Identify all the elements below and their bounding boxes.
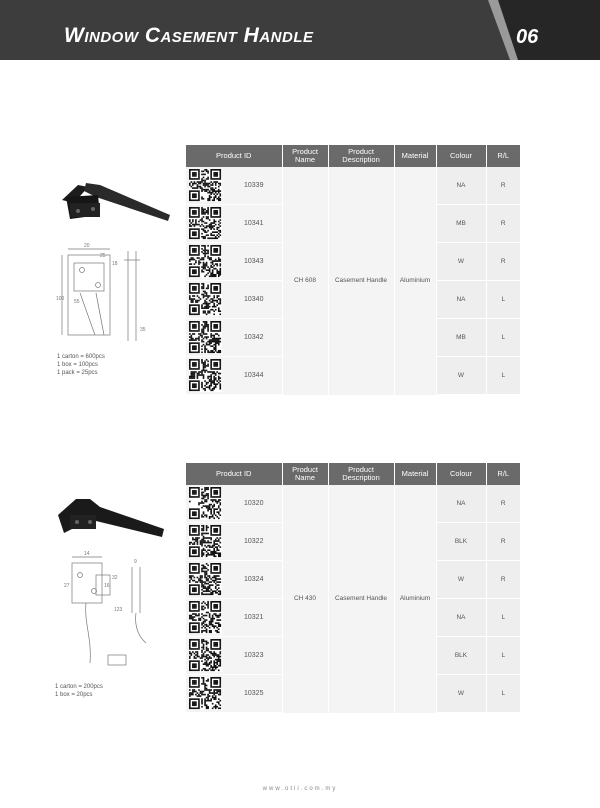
page-title: Window Casement Handle [64,24,314,47]
packing-line: 1 box = 100pcs [57,362,98,368]
qr-code-icon [189,639,222,672]
technical-drawing [62,249,140,341]
product-id-cell [186,523,282,561]
handle-photo [58,499,164,537]
header-product-id: Product ID [186,145,282,167]
product-id-cell [186,281,282,319]
product-table [186,145,520,395]
header-text: Name [294,473,315,482]
qr-code-icon [189,245,222,278]
table-row [186,485,520,523]
rl-cell: L [486,637,520,675]
rl-cell: R [486,243,520,281]
qr-code-icon [189,359,222,392]
footer-url: www.otii.com.my [262,786,338,792]
colour-cell: BLK [436,637,486,675]
product-id-cell [186,243,282,281]
header-text: Description [342,473,380,482]
qr-code-icon [189,169,222,202]
product-id-cell [186,319,282,357]
rl-cell: R [486,485,520,523]
dim-label: 16 [104,583,110,589]
product-name-cell: CH 430 [282,485,328,713]
product-id-cell [186,637,282,675]
dim-label: 18 [112,261,118,267]
dim-label: 9 [134,559,137,565]
product-id-cell [186,485,282,523]
product-table [186,463,520,713]
rl-cell: L [486,319,520,357]
product-id-cell [186,599,282,637]
header-product-description [328,145,394,167]
colour-cell: NA [436,281,486,319]
product-description-cell: Casement Handle [328,485,394,713]
colour-cell: NA [436,485,486,523]
rl-cell: L [486,599,520,637]
colour-cell: W [436,561,486,599]
packing-info [55,683,103,699]
product-id-cell [186,561,282,599]
header-product-name [282,463,328,485]
product-id-cell [186,675,282,713]
header-material: Material [394,145,436,167]
colour-cell: BLK [436,523,486,561]
header-rl: R/L [486,145,520,167]
dim-label: 123 [114,607,123,613]
product-id-cell [186,357,282,395]
technical-drawing [72,557,146,665]
product-name-cell: CH 608 [282,167,328,395]
header-product-name [282,145,328,167]
rl-cell: R [486,561,520,599]
product-id: 10320 [244,500,264,507]
dim-label: 25 [100,253,106,259]
product-id: 10343 [244,258,264,265]
product-id: 10339 [244,182,264,189]
packing-info [57,353,105,377]
colour-cell: MB [436,205,486,243]
packing-line: 1 box = 20pcs [55,692,93,698]
product-id-cell [186,205,282,243]
rl-cell: L [486,281,520,319]
qr-code-icon [189,563,222,596]
dim-label: 14 [84,551,90,557]
dim-label: 32 [112,575,118,581]
header-material: Material [394,463,436,485]
material-cell: Aluminium [394,167,436,395]
dim-label: 35 [140,327,146,333]
rl-cell: R [486,523,520,561]
colour-cell: W [436,357,486,395]
product-id: 10341 [244,220,264,227]
colour-cell: MB [436,319,486,357]
header-colour: Colour [436,145,486,167]
product-id: 10321 [244,614,264,621]
header-text: Description [342,155,380,164]
product-id: 10344 [244,372,264,379]
table-row [186,167,520,205]
colour-cell: NA [436,599,486,637]
dim-label: 100 [56,296,65,302]
qr-code-icon [189,601,222,634]
rl-cell: R [486,205,520,243]
page-number: 06 [516,26,539,48]
qr-code-icon [189,321,222,354]
qr-code-icon [189,283,222,316]
page-number-tab [488,0,600,60]
header-text: Product [348,147,374,156]
header-text: Name [294,155,315,164]
header-colour: Colour [436,463,486,485]
qr-code-icon [189,487,222,520]
product-id: 10342 [244,334,264,341]
material-cell: Aluminium [394,485,436,713]
rl-cell: L [486,357,520,395]
qr-code-icon [189,677,222,710]
packing-line: 1 carton = 600pcs [57,354,105,360]
product-id: 10324 [244,576,264,583]
product-id: 10323 [244,652,264,659]
packing-line: 1 carton = 200pcs [55,684,103,690]
dim-label: 27 [64,583,70,589]
header-text: Product [292,465,318,474]
header-product-description [328,463,394,485]
header-product-id: Product ID [186,463,282,485]
handle-photo [62,183,170,221]
product-id-cell [186,167,282,205]
dim-label: 55 [74,299,80,305]
rl-cell: L [486,675,520,713]
dim-label: 20 [84,243,90,249]
product-id: 10325 [244,690,264,697]
colour-cell: W [436,675,486,713]
colour-cell: NA [436,167,486,205]
header-text: Product [292,147,318,156]
qr-code-icon [189,525,222,558]
page-header [0,0,600,60]
qr-code-icon [189,207,222,240]
packing-line: 1 pack = 25pcs [57,370,98,376]
product-id: 10340 [244,296,264,303]
product-description-cell: Casement Handle [328,167,394,395]
colour-cell: W [436,243,486,281]
header-text: Product [348,465,374,474]
rl-cell: R [486,167,520,205]
header-rl: R/L [486,463,520,485]
product-id: 10322 [244,538,264,545]
